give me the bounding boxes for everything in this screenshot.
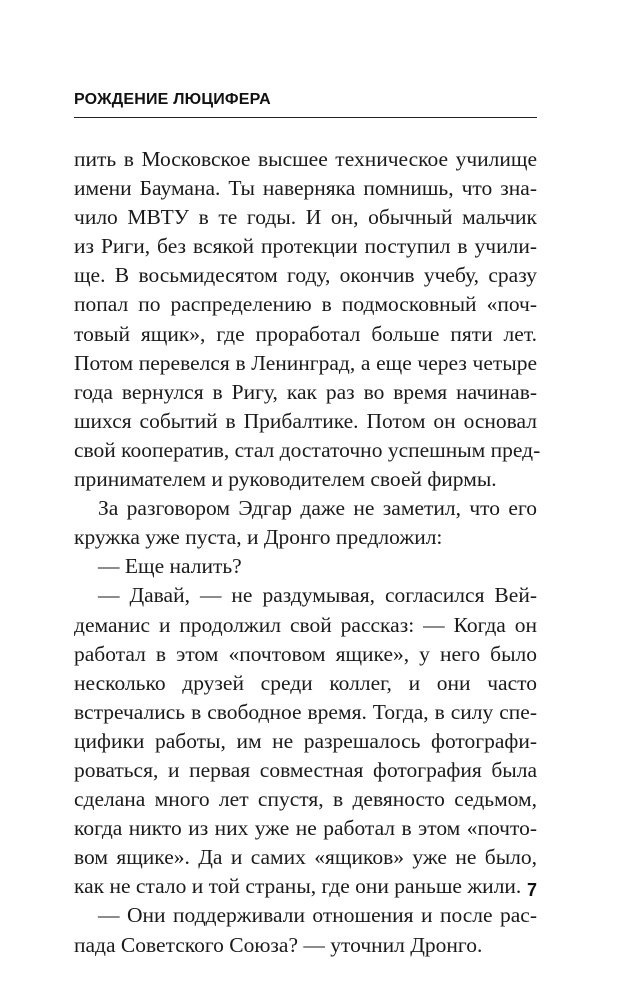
text-line: шихся событий в Прибалтике. Потом он основал [74,408,537,433]
header-rule [74,117,537,118]
text-line: Потом перевелся в Ленинград, а еще через четыре [74,350,537,375]
text-line: сделана много лет спустя, в девяносто седьмом, [74,787,537,812]
page-number: 7 [526,880,537,900]
text-line: — Еще налить? [98,554,242,579]
text-line: попал по распределению в подмосковный «поч- [74,292,537,317]
text-line: пить в Московское высшее техническое училище [74,147,537,171]
running-title: РОЖДЕНИЕ ЛЮЦИФЕРА [74,91,271,108]
text-line: роваться, и первая совместная фотография была [74,757,537,782]
text-line: За разговором Эдгар даже не заметил, что его [98,496,537,521]
text-line: свой кооператив, стал достаточно успешным пред- [74,437,541,462]
text-line: пада Советского Союза? — уточнил Дронго. [74,932,483,957]
text-line: несколько друзей среди коллег, и они часто [74,670,537,695]
text-line: деманис и продолжил свой рассказ: — Когда он [74,612,537,637]
text-line: цифики работы, им не разрешалось фотографи- [74,728,537,753]
text-line: имени Баумана. Ты наверняка помнишь, что зна- [74,176,537,201]
text-line: — Они поддерживали отношения и после рас- [98,903,537,928]
text-line: ще. В восьмидесятом году, окончив учебу, сразу [74,263,537,288]
text-line: из Риги, без всякой протекции поступил в учили- [74,234,537,259]
text-line: — Давай, — не раздумывая, согласился Вей- [98,583,537,608]
text-line: чило МВТУ в те годы. И он, обычный мальчик [74,205,537,230]
body-text [74,145,541,960]
text-line: принимателем и руководителем своей фирмы. [74,467,497,492]
text-line: вом ящике». Да и самих «ящиков» уже не было, [74,845,537,870]
text-line: работал в этом «почтовом ящике», у него было [74,641,537,666]
text-line: как не стало и той страны, где они раньше жили. [74,874,522,899]
text-line: года вернулся в Ригу, как раз во время начинав- [74,379,537,404]
text-line: кружка уже пуста, и Дронго предложил: [74,525,443,550]
text-line: товый ящик», где проработал больше пяти лет. [74,321,537,346]
text-line: когда никто из них уже не работал в этом «почто- [74,816,537,841]
text-line: встречались в свободное время. Тогда, в силу спе- [74,699,537,724]
